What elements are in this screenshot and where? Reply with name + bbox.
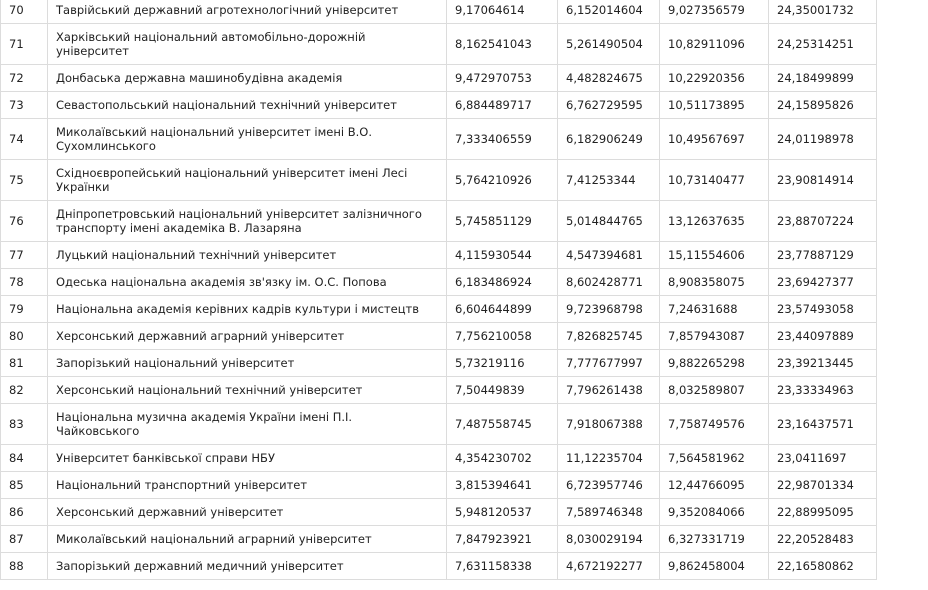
- university-name-cell: Східноєвропейський національний університет імені Лесі Українки: [48, 160, 447, 201]
- total-score-cell: 23,69427377: [769, 269, 877, 296]
- score-2-cell: 6,762729595: [558, 92, 660, 119]
- score-3-cell: 10,51173895: [660, 92, 769, 119]
- score-1-cell: 8,162541043: [447, 24, 558, 65]
- score-2-cell: 4,482824675: [558, 65, 660, 92]
- university-name-cell: Національна академія керівних кадрів культури і мистецтв: [48, 296, 447, 323]
- university-name-cell: Національна музична академія України імені П.І. Чайковського: [48, 404, 447, 445]
- score-1-cell: 9,472970753: [447, 65, 558, 92]
- table-row: [1, 445, 877, 472]
- score-2-cell: 5,014844765: [558, 201, 660, 242]
- table-row: [1, 296, 877, 323]
- total-score-cell: 24,15895826: [769, 92, 877, 119]
- rank-cell: 86: [1, 499, 48, 526]
- score-3-cell: 10,82911096: [660, 24, 769, 65]
- score-3-cell: 13,12637635: [660, 201, 769, 242]
- score-2-cell: 4,672192277: [558, 553, 660, 580]
- university-name-cell: Запорізький державний медичний університет: [48, 553, 447, 580]
- university-name-cell: Херсонський державний університет: [48, 499, 447, 526]
- university-name-cell: Донбаська державна машинобудівна академія: [48, 65, 447, 92]
- university-name-cell: Одеська національна академія зв'язку ім. О.С. Попова: [48, 269, 447, 296]
- total-score-cell: 23,39213445: [769, 350, 877, 377]
- table-row: [1, 160, 877, 201]
- university-name-cell: Національний транспортний університет: [48, 472, 447, 499]
- table-row: [1, 377, 877, 404]
- rank-cell: 70: [1, 0, 48, 24]
- total-score-cell: 22,20528483: [769, 526, 877, 553]
- total-score-cell: 22,98701334: [769, 472, 877, 499]
- score-1-cell: 7,756210058: [447, 323, 558, 350]
- rank-cell: 78: [1, 269, 48, 296]
- university-name-cell: Севастопольський національний технічний університет: [48, 92, 447, 119]
- table-row: [1, 472, 877, 499]
- total-score-cell: 24,25314251: [769, 24, 877, 65]
- score-3-cell: 10,22920356: [660, 65, 769, 92]
- total-score-cell: 23,33334963: [769, 377, 877, 404]
- score-3-cell: 6,327331719: [660, 526, 769, 553]
- score-1-cell: 4,115930544: [447, 242, 558, 269]
- score-3-cell: 10,49567697: [660, 119, 769, 160]
- total-score-cell: 23,44097889: [769, 323, 877, 350]
- score-2-cell: 6,723957746: [558, 472, 660, 499]
- score-2-cell: 8,602428771: [558, 269, 660, 296]
- total-score-cell: 23,57493058: [769, 296, 877, 323]
- university-name-cell: Харківський національний автомобільно-дорожній університет: [48, 24, 447, 65]
- table-row: [1, 269, 877, 296]
- rank-cell: 77: [1, 242, 48, 269]
- score-2-cell: 7,796261438: [558, 377, 660, 404]
- rank-cell: 72: [1, 65, 48, 92]
- score-3-cell: 8,908358075: [660, 269, 769, 296]
- rank-cell: 87: [1, 526, 48, 553]
- university-name-cell: Миколаївський національний аграрний університет: [48, 526, 447, 553]
- score-1-cell: 6,183486924: [447, 269, 558, 296]
- score-3-cell: 12,44766095: [660, 472, 769, 499]
- total-score-cell: 24,18499899: [769, 65, 877, 92]
- score-3-cell: 9,027356579: [660, 0, 769, 24]
- score-1-cell: 9,17064614: [447, 0, 558, 24]
- table-row: [1, 201, 877, 242]
- university-name-cell: Херсонський державний аграрний університет: [48, 323, 447, 350]
- score-3-cell: 9,352084066: [660, 499, 769, 526]
- score-1-cell: 7,847923921: [447, 526, 558, 553]
- table-row: [1, 553, 877, 580]
- total-score-cell: 23,90814914: [769, 160, 877, 201]
- table-row: [1, 323, 877, 350]
- rank-cell: 80: [1, 323, 48, 350]
- score-1-cell: 5,73219116: [447, 350, 558, 377]
- score-1-cell: 3,815394641: [447, 472, 558, 499]
- score-2-cell: 11,12235704: [558, 445, 660, 472]
- table-row: [1, 526, 877, 553]
- rank-cell: 84: [1, 445, 48, 472]
- score-2-cell: 7,826825745: [558, 323, 660, 350]
- table-row: [1, 242, 877, 269]
- rank-cell: 76: [1, 201, 48, 242]
- table-row: [1, 350, 877, 377]
- rank-cell: 79: [1, 296, 48, 323]
- total-score-cell: 23,0411697: [769, 445, 877, 472]
- table-row: [1, 92, 877, 119]
- university-name-cell: Університет банківської справи НБУ: [48, 445, 447, 472]
- rank-cell: 81: [1, 350, 48, 377]
- score-1-cell: 7,487558745: [447, 404, 558, 445]
- rank-cell: 85: [1, 472, 48, 499]
- score-2-cell: 6,182906249: [558, 119, 660, 160]
- score-2-cell: 6,152014604: [558, 0, 660, 24]
- score-3-cell: 7,758749576: [660, 404, 769, 445]
- score-3-cell: 7,564581962: [660, 445, 769, 472]
- university-name-cell: Таврійський державний агротехнологічний університет: [48, 0, 447, 24]
- score-1-cell: 7,631158338: [447, 553, 558, 580]
- score-2-cell: 5,261490504: [558, 24, 660, 65]
- table-row: [1, 24, 877, 65]
- score-3-cell: 15,11554606: [660, 242, 769, 269]
- score-2-cell: 7,41253344: [558, 160, 660, 201]
- score-3-cell: 10,73140477: [660, 160, 769, 201]
- score-3-cell: 9,862458004: [660, 553, 769, 580]
- score-3-cell: 8,032589807: [660, 377, 769, 404]
- table-row: [1, 404, 877, 445]
- university-name-cell: Херсонський національний технічний університет: [48, 377, 447, 404]
- score-2-cell: 7,589746348: [558, 499, 660, 526]
- table-row: [1, 65, 877, 92]
- score-2-cell: 7,918067388: [558, 404, 660, 445]
- ranking-table-body: [1, 0, 877, 580]
- score-2-cell: 7,777677997: [558, 350, 660, 377]
- rank-cell: 88: [1, 553, 48, 580]
- score-1-cell: 6,884489717: [447, 92, 558, 119]
- table-row: [1, 499, 877, 526]
- rank-cell: 82: [1, 377, 48, 404]
- rank-cell: 75: [1, 160, 48, 201]
- table-row: [1, 0, 877, 24]
- score-2-cell: 8,030029194: [558, 526, 660, 553]
- score-3-cell: 9,882265298: [660, 350, 769, 377]
- score-1-cell: 5,764210926: [447, 160, 558, 201]
- total-score-cell: 23,77887129: [769, 242, 877, 269]
- university-name-cell: Луцький національний технічний університет: [48, 242, 447, 269]
- score-1-cell: 7,333406559: [447, 119, 558, 160]
- score-2-cell: 4,547394681: [558, 242, 660, 269]
- rank-cell: 74: [1, 119, 48, 160]
- university-name-cell: Запорізький національний університет: [48, 350, 447, 377]
- table-row: [1, 119, 877, 160]
- rank-cell: 83: [1, 404, 48, 445]
- total-score-cell: 24,35001732: [769, 0, 877, 24]
- score-3-cell: 7,24631688: [660, 296, 769, 323]
- total-score-cell: 22,88995095: [769, 499, 877, 526]
- score-2-cell: 9,723968798: [558, 296, 660, 323]
- university-name-cell: Миколаївський національний університет імені В.О. Сухомлинського: [48, 119, 447, 160]
- score-1-cell: 5,948120537: [447, 499, 558, 526]
- rank-cell: 71: [1, 24, 48, 65]
- total-score-cell: 24,01198978: [769, 119, 877, 160]
- total-score-cell: 23,88707224: [769, 201, 877, 242]
- university-name-cell: Дніпропетровський національний університет залізничного транспорту імені академіка В. Лазаряна: [48, 201, 447, 242]
- score-1-cell: 5,745851129: [447, 201, 558, 242]
- score-1-cell: 7,50449839: [447, 377, 558, 404]
- score-1-cell: 4,354230702: [447, 445, 558, 472]
- rank-cell: 73: [1, 92, 48, 119]
- score-1-cell: 6,604644899: [447, 296, 558, 323]
- total-score-cell: 23,16437571: [769, 404, 877, 445]
- score-3-cell: 7,857943087: [660, 323, 769, 350]
- total-score-cell: 22,16580862: [769, 553, 877, 580]
